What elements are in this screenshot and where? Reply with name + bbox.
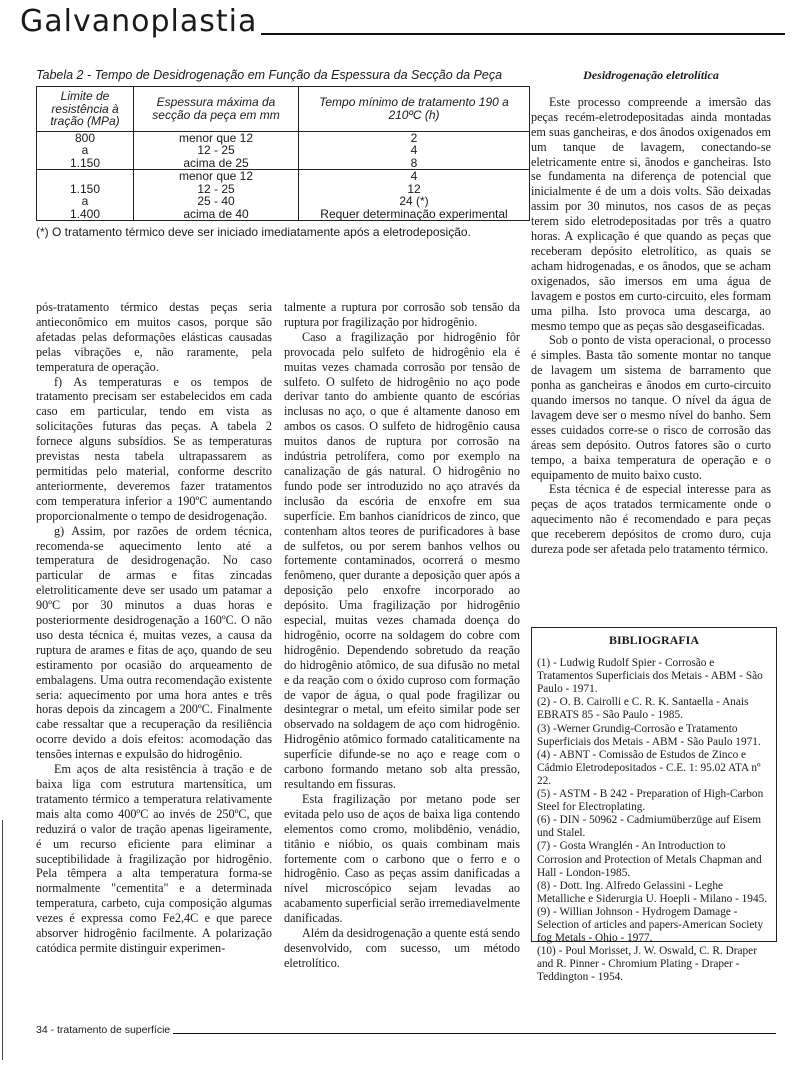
paragraph: talmente a ruptura por corrosão sob tensão da ruptura por fragilização por hidrogênio. — [284, 300, 520, 329]
table-cell: 2 — [299, 131, 530, 144]
bibliography-title: BIBLIOGRAFIA — [608, 633, 700, 647]
table-cell: menor que 12 — [134, 131, 299, 144]
bibliography-item: (3) -Werner Grundig-Corrosão e Tratamento Superficiais dos Metais - ABM - São Paulo 1971. — [537, 722, 761, 748]
bibliography-item: (8) - Dott. Ing. Alfredo Gelassini - Leghe Metalliche e Siderurgia U. Hoepli - Milano - 1945. — [537, 879, 768, 905]
paragraph: Esta técnica é de especial interesse para as peças de aços tratados termicamente onde o aquecimento não é recomendado e para peças que receberem depósitos de cromo duro, cuja dureza pode ser afetada pelo tratamento térmico. — [531, 482, 771, 557]
text-column-1 — [36, 300, 272, 956]
table-cell: 800 — [37, 131, 134, 144]
table-row — [37, 195, 530, 208]
paragraph: pós-tratamento térmico destas peças seria antieconômico em muitos casos, porque são afetadas pelas deformações elásticas causadas pelas vibrações e, não raramente, pela temperatura de operação. — [36, 300, 272, 374]
paragraph: Além da desidrogenação a quente está sendo desenvolvido, com sucesso, um método eletrolítico. — [284, 926, 520, 970]
table-cell: 12 - 25 — [134, 144, 299, 157]
dehydrogenation-table — [36, 86, 530, 221]
paragraph: Em aços de alta resistência à tração e de baixa liga com estrutura martensítica, um tratamento térmico a temperatura relativamente mais alta como 400ºC ao invés de 250ºC, que reduzirá o valor de tração apenas ligeiramente, é um recurso eficiente para eliminar a suceptibilidade à fragilização por hidrogênio. Pela têmpera a alta temperatura forma-se normalmente "cementita" e a determinada temperatura, carbeto, cuja composição algumas vezes é expressa como Fe2,4C e que parece absorver hidrogênio facilmente. A polarização catódica permite distinguir experimen- — [36, 762, 272, 955]
page-header — [20, 4, 785, 44]
scan-margin-line — [2, 820, 3, 1060]
table-cell: 12 — [299, 183, 530, 196]
section-heading: Desidrogenação eletrolítica — [583, 68, 719, 82]
bibliography-item: (1) - Ludwig Rudolf Spier - Corrosão e Tratamentos Superficiais dos Metais - ABM - São Paulo - 1971. — [537, 657, 763, 696]
table-cell: 25 - 40 — [134, 195, 299, 208]
table-cell: 4 — [299, 170, 530, 183]
table-cell: acima de 40 — [134, 208, 299, 221]
table-cell: a — [37, 195, 134, 208]
table-row — [37, 157, 530, 170]
footer-text: 34 - tratamento de superfície — [36, 1024, 173, 1036]
table-row — [37, 170, 530, 183]
paragraph: Sob o ponto de vista operacional, o processo é simples. Basta tão somente montar no tanque de lavagem um sistema de barramento que ponha as gancheiras e ânodos em curto-circuito quando imersos no tanque. O nível da água de lavagem deve ser o mesmo nível do banho. Sem esses cuidados corre-se o risco de corrosão das áreas sem depósito. Outros fatores são o curto tempo, a baixa temperatura de operação e o equipamento de muito baixo custo. — [531, 333, 771, 482]
table-cell — [37, 170, 134, 183]
text-column-3 — [531, 68, 771, 557]
table-cell: acima de 25 — [134, 157, 299, 170]
page-footer — [36, 1024, 776, 1036]
bibliography-item: (2) - O. B. Cairolli e C. R. K. Santaella - Anais EBRATS 85 - São Paulo - 1985. — [537, 696, 749, 722]
table-footnote: (*) O tratamento térmico deve ser iniciado imediatamente após a eletrodeposição. — [36, 225, 471, 239]
table-cell: 8 — [299, 157, 530, 170]
paragraph: Esta fragilização por metano pode ser evitada pelo uso de aços de baixa liga contendo elementos como cromo, molibdênio, venádio, titânio e nióbio, os quais combinam mais fortemente com o carbono que o ferro e o hidrogênio. Caso as peças assim danificadas a nível microscópico sejam levadas ao acabamento superficial serão irremediavelmente danificadas. — [284, 791, 520, 926]
header-treatment-time: Tempo mínimo de tratamento 190 a 210ºC (h) — [299, 87, 530, 132]
table-cell: 24 (*) — [299, 195, 530, 208]
table-row — [37, 183, 530, 196]
header-tensile-strength: Limite de resistência à tração (MPa) — [37, 87, 134, 132]
paragraph: Caso a fragilização por hidrogênio fôr provocada pelo sulfeto de hidrogênio ela é muitas vezes chamada corrosão por tensão de sulfeto. O sulfeto de hidrogênio no aço pode derivar tanto do ambiente quanto de escórias inclusas no aço, o que é altamente danoso em ambos os casos. O sulfeto de hidrogênio causa muitos danos de ruptura por corrosão na indústria petrolífera, como por exemplo na canalização de gás natural. O hidrogênio no fundo pode ser introduzido no aço através da inclusão da escória de enxofre em sua superfície. Em banhos cianídricos de zinco, que contenham altos teores de purificadores à base de sulfetos, ou por serem banhos velhos ou fortemente contaminados, ocorrerá o mesmo fenômeno, quer durante a deposição quer após a deposição pelo enxofre incorporado ao depósito. Uma fragilização por hidrogênio especial, muitas vezes chamada doença do hidrogênio, ocorre na soldagem do cobre com hidrogênio. Dependendo sobretudo da reação do hidrogênio atômico, de sua difusão no metal e da reação com o óxido cuproso com formação de vapor de água, o qual pode fragilizar ou desintegrar o metal, um efeito similar pode ser observado na soldagem de aço com hidrogênio. Hidrogênio atômico formado cataliticamente na superfície difunde-se no aço e reage com o carbono formando metano sob alta pressão, resultando em fissuras. — [284, 329, 520, 791]
table-row — [37, 131, 530, 144]
header-thickness: Espessura máxima da secção da peça em mm — [134, 87, 299, 132]
table-cell: 12 - 25 — [134, 183, 299, 196]
table-cell: 1.150 — [37, 157, 134, 170]
table-cell: menor que 12 — [134, 170, 299, 183]
table-cell: 4 — [299, 144, 530, 157]
paragraph: f) As temperaturas e os tempos de tratamento precisam ser estabelecidos em cada caso em particular, tendo em vista as solicitações futuras das peças. A tabela 2 fornece alguns subsídios. Se as temperaturas previstas nesta tabela ultrapassarem as permitidas pelo material, conforme descrito anteriormente, deveremos fazer tratamentos com temperatura inferior a 190ºC aumentando proporcionalmente o tempo de desidrogenação. — [36, 374, 272, 523]
text-column-2 — [284, 300, 520, 971]
bibliography-item: (6) - DIN - 50962 - Cadmiumüberzüge auf Eisem und Stalel. — [537, 814, 761, 840]
table-row — [37, 144, 530, 157]
bibliography-item: (9) - Willian Johnson - Hydrogem Damage - Selection of articles and papers-American Society fog Metals - Ohio - 1977. — [537, 905, 764, 945]
bibliography-item: (7) - Gosta Wranglén - An Introduction to Corrosion and Protection of Metals Chapman and Hall - London-1985. — [537, 840, 762, 879]
bibliography-item: (4) - ABNT - Comissão de Estudos de Zinco e Cádmio Eletrodepositados - C.E. 1: 95.02 ATA nº 22. — [537, 748, 761, 787]
table-cell: 1.150 — [37, 183, 134, 196]
table-cell: 1.400 — [37, 208, 134, 221]
paragraph: g) Assim, por razões de ordem técnica, recomenda-se aquecimento lento até a temperatura de desidrogenação. No caso particular de armas e fitas zincadas eletroliticamente deve ser usado um patamar a 90ºC por 30 minutos a duas horas e posteriormente desidrogenação a 160ºC. O não uso desta técnica é, muitas vezes, a causa da ruptura de arames e fitas de aço, quando de seu estiramento por ocasião do arqueamento de embalagens. Uma outra recomendação existente seria: aquecimento por uma hora antes e três horas depois da zincagem a 200ºC. Finalmente cabe ressaltar que a recuperação da resiliência ocorre devido a dois efeitos: acomodação das tensões internas e expulsão do hidrogênio. — [36, 523, 272, 762]
paragraph: Este processo compreende a imersão das peças recém-eletrodepositadas ainda montadas em suas gancheiras, e dos ânodos oxigenados em um tanque de lavagem, conectando-se eletricamente entre si, ânodos e gancheiras. Isto se fundamenta na diferença de potencial que inicialmente é de um a dois volts. São deixadas assim por 30 minutos, nos casos de as peças terem sido eletrodepositadas por três a quatro horas. A explicação é que quando as peças que receberam depósito eletrolítico, as quais se acham hidrogenadas, e os ânodos, que se acham oxigenados, são imersos em uma água de lavagem e postos em curto-circuito, eles formam uma pilha. Isto provoca uma descarga, ao mesmo tempo que as peças são desgaseificadas. — [531, 94, 771, 333]
table-cell: Requer determinação experimental — [299, 208, 530, 221]
table-cell: a — [37, 144, 134, 157]
table-section — [36, 68, 530, 239]
table-header-row — [37, 87, 530, 132]
bibliography-box — [531, 627, 777, 984]
bibliography-item: (5) - ASTM - B 242 - Preparation of High-Carbon Steel for Electroplating. — [537, 788, 764, 814]
page-title: Galvanoplastia — [20, 4, 261, 39]
bibliography-item: (10) - Poul Morisset, J. W. Oswald, C. R. Draper and R. Pinner - Chromium Plating - Draper - Teddington - 1954. — [537, 945, 757, 984]
table-caption: Tabela 2 - Tempo de Desidrogenação em Função da Espessura da Secção da Peça — [36, 68, 503, 82]
table-row — [37, 208, 530, 221]
